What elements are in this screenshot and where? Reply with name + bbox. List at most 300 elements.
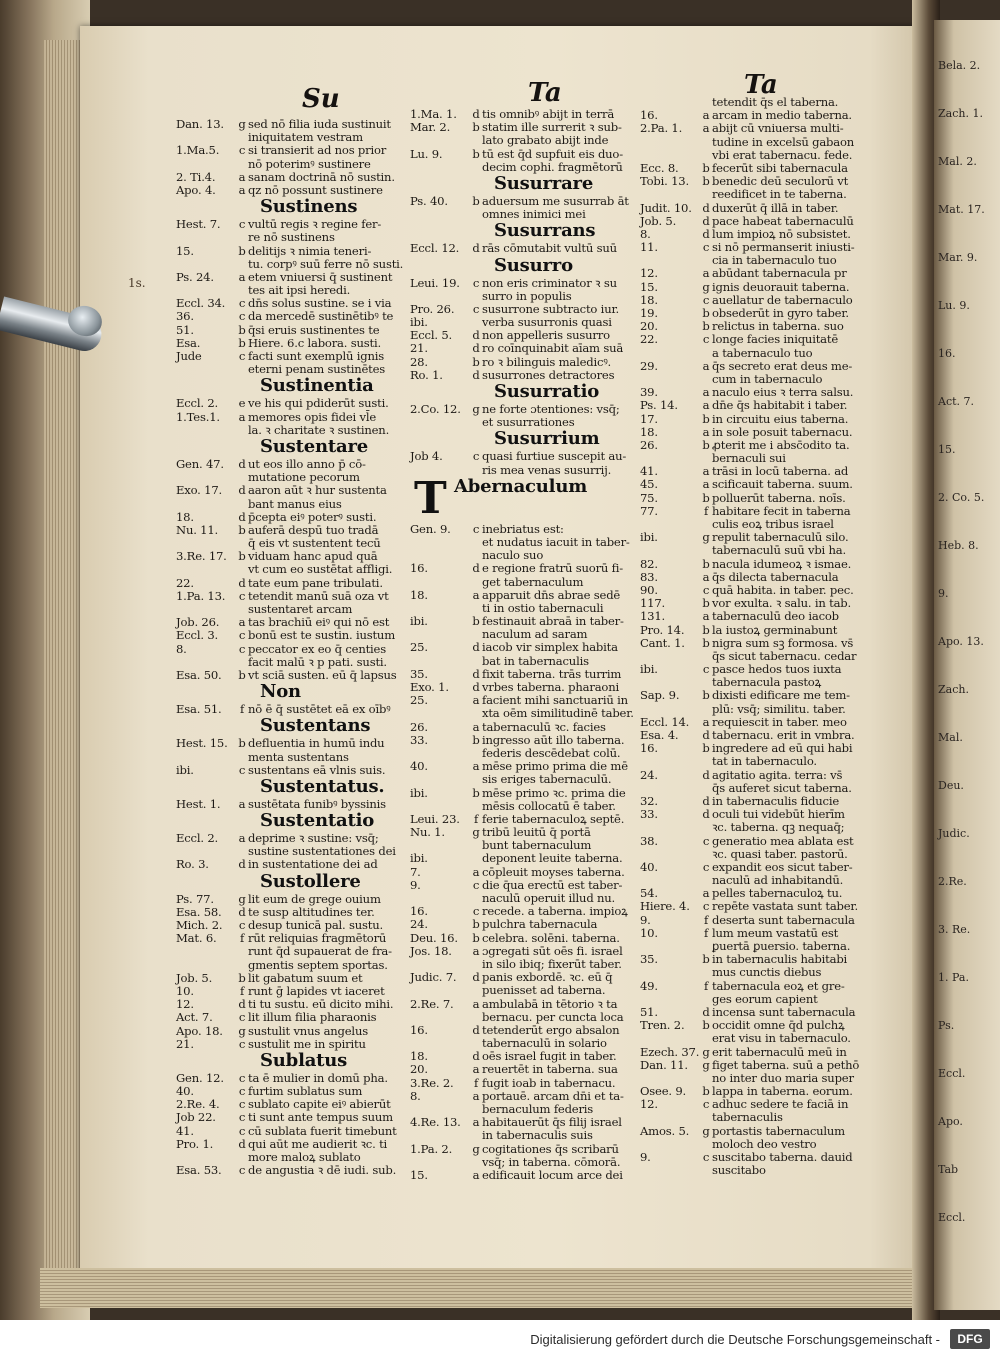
entry-text: facti sunt exemplū ignis [248, 349, 384, 363]
entry-reference: Gen. 12. [176, 1070, 224, 1085]
concordance-entry [640, 966, 890, 979]
concordance-entry [410, 356, 656, 369]
concordance-entry [176, 893, 420, 906]
entry-text: omnes inimici mei [482, 207, 586, 222]
concordance-entry [176, 945, 420, 958]
concordance-entry [640, 1032, 890, 1045]
entry-reference [410, 576, 470, 589]
entry-text: susurrone subtracto iur. [482, 301, 620, 316]
entry-text: tabernaculū suū vbi ha. [712, 543, 846, 558]
marginal-note: 1s. [128, 276, 146, 290]
entry-text: et nudatus iacuit in taber- [482, 534, 630, 549]
entry-section-letter: c [238, 296, 246, 311]
concordance-entry [640, 202, 890, 215]
entry-section-letter [470, 161, 482, 174]
entry-reference: 40. [640, 859, 658, 874]
entry-section-letter: d [472, 561, 480, 576]
entry-text: vsq̄; in taberna. cōmorā. [482, 1154, 621, 1169]
entry-text: adhuc sedere te faciā in [712, 1097, 849, 1112]
facing-page-fragment: Lu. 9. [938, 299, 970, 312]
entry-section-letter [700, 188, 712, 201]
entry-section-letter: b [472, 930, 480, 945]
concordance-entry [176, 959, 420, 972]
concordance-entry [176, 397, 420, 410]
entry-section-letter: b [238, 522, 246, 537]
entry-text: facient mihi sanctuariū in [482, 693, 628, 708]
concordance-entry [410, 655, 656, 668]
facing-page-edge [934, 20, 1000, 1310]
entry-reference: Eccl. 14. [640, 714, 690, 729]
entry-reference: 26. [640, 437, 658, 452]
entry-text: dn̄s solus sustine. se i via [248, 296, 392, 311]
entry-section-letter: a [702, 358, 710, 373]
entry-text: auellatur de tabernaculo [712, 292, 853, 307]
entry-text: pace habeat tabernaculū [712, 213, 854, 228]
entry-text: portastis tabernaculum [712, 1123, 845, 1138]
concordance-entry [176, 764, 420, 777]
concordance-entry [410, 342, 656, 355]
entry-text: tū est q̄d supfuit eis duo- [482, 146, 623, 161]
entry-text: facit malū ꝛ p pati. susti. [248, 654, 387, 669]
entry-section-letter: d [702, 213, 710, 228]
entry-reference: Osee. 9. [640, 1084, 687, 1099]
entry-text: vt cum eo sustētat affligi. [248, 562, 393, 577]
entry-reference: 20. [410, 1062, 428, 1077]
entry-reference: 51. [176, 322, 194, 337]
entry-section-letter: d [702, 793, 710, 808]
entry-reference: Ro. 3. [176, 857, 209, 872]
entry-reference: 33. [640, 807, 658, 822]
entry-reference: 8. [176, 641, 187, 656]
entry-reference: 1.Tes.1. [176, 409, 220, 424]
entry-section-letter: c [702, 240, 710, 255]
entry-text: pulchra tabernacula [482, 917, 598, 932]
entry-reference: 16. [640, 741, 658, 756]
entry-text: pasce hedos tuos iuxta [712, 662, 842, 677]
entry-section-letter [236, 363, 248, 376]
entry-text: cum in tabernaculo [712, 371, 823, 386]
concordance-entry [410, 1063, 656, 1076]
entry-section-letter: c [702, 662, 710, 677]
entry-text: longe facies iniquitatē [712, 332, 838, 347]
concordance-entry [410, 707, 656, 720]
entry-text: moloch deo vestro [712, 1136, 817, 1151]
entry-reference [640, 149, 700, 162]
entry-text: q̄s secreto erat deus me- [712, 358, 853, 373]
lemma-heading: Susurro [494, 254, 573, 276]
entry-reference: 16. [410, 1022, 428, 1037]
entry-text: generatio mea ablata est [712, 833, 854, 848]
entry-text: sanam doctrinā nō sustin. [248, 169, 395, 184]
concordance-entry [640, 149, 890, 162]
facing-page-fragment: Eccl. [938, 1067, 966, 1080]
entry-reference: 15. [176, 243, 194, 258]
entry-section-letter: c [472, 521, 480, 536]
entry-section-letter: c [238, 628, 246, 643]
concordance-entry [176, 1011, 420, 1024]
entry-section-letter [700, 149, 712, 162]
entry-reference: Hest. 15. [176, 736, 228, 751]
entry-reference: 35. [640, 952, 658, 967]
concordance-entry [176, 484, 420, 497]
concordance-entry [176, 577, 420, 590]
entry-section-letter: d [472, 328, 480, 343]
entry-reference [640, 782, 700, 795]
entry-reference: 16. [640, 108, 658, 123]
facing-page-fragment: Ps. [938, 1019, 955, 1032]
entry-section-letter: d [238, 509, 246, 524]
entry-section-letter: c [702, 899, 710, 914]
entry-text: Hiere. 6.c labora. susti. [248, 335, 381, 350]
entry-reference: 32. [640, 793, 658, 808]
entry-section-letter: a [238, 796, 246, 811]
entry-section-letter: c [472, 301, 480, 316]
entry-section-letter [470, 134, 482, 147]
entry-text: fecerūt sibi tabernacula [712, 160, 848, 175]
entry-reference: ibi. [410, 785, 428, 800]
entry-text: bunt tabernaculum [482, 838, 592, 853]
entry-reference: Eccl. 3. [176, 628, 218, 643]
entry-text: plū: vsq̄; similitu. taber. [712, 701, 846, 716]
entry-reference [410, 984, 470, 997]
entry-text: sustulit vnus angelus [248, 1023, 368, 1038]
concordance-entry [176, 171, 420, 184]
lemma-heading-initial [410, 472, 656, 524]
entry-section-letter [470, 800, 482, 813]
concordance-entry [640, 1111, 890, 1124]
entry-reference: 2. Ti.4. [176, 169, 216, 184]
entry-text: suscitabo taberna. dauid [712, 1150, 853, 1164]
entry-text: lit gabatum suum et [248, 970, 363, 985]
entry-text: statim ille surrerit ꝛ sub- [482, 120, 622, 135]
entry-text: non eris criminator ꝛ su [482, 275, 617, 290]
entry-section-letter: b [472, 732, 480, 747]
entry-reference: 18. [176, 509, 194, 524]
concordance-entry [410, 918, 656, 931]
entry-reference: ibi. [410, 315, 428, 330]
entry-text: in tabernaculis suis [482, 1128, 593, 1143]
entry-text: lato grabato abijt inde [482, 133, 609, 148]
entry-text: nō poterimꝰ sustinere [248, 156, 371, 171]
entry-reference: Job. 5. [176, 970, 213, 985]
entry-text: te susp altitudines ter. [248, 904, 375, 919]
concordance-entry [176, 1038, 420, 1051]
concordance-entry [410, 1156, 656, 1169]
entry-section-letter: a [472, 943, 480, 958]
header-left: Su [302, 84, 340, 114]
entry-section-letter [700, 544, 712, 557]
entry-section-letter [700, 347, 712, 360]
entry-reference: 28. [410, 354, 428, 369]
entry-text: vbi erat tabernacu. fede. [712, 147, 853, 162]
entry-section-letter: d [472, 341, 480, 356]
concordance-entry [410, 984, 656, 997]
entry-text: ꝛc. taberna. qꝫ nequaq̄; [712, 820, 845, 835]
entry-text: nigra sum sꝫ formosa. vs̄ [712, 635, 854, 650]
entry-reference: 39. [640, 385, 658, 400]
facing-page-fragment: Mar. 9. [938, 251, 978, 264]
entry-text: polluerūt taberna. noīs. [712, 490, 846, 505]
concordance-entry [640, 136, 890, 149]
entry-text: panis exbordē. ꝛc. eū q̄ [482, 970, 613, 985]
entry-text: lit illum filia pharaonis [248, 1010, 377, 1025]
entry-text: decim cophi. fragmētorū [482, 159, 623, 174]
concordance-entry [640, 492, 890, 505]
entry-text: rūt reliquias fragmētorū [248, 931, 387, 946]
entry-section-letter: g [238, 891, 246, 906]
entry-section-letter: d [472, 640, 480, 655]
entry-reference: ibi. [410, 851, 428, 866]
entry-text: tabernacu. erit in vmbra. [712, 728, 855, 742]
concordance-entry [410, 641, 656, 654]
entry-reference [640, 136, 700, 149]
concordance-entry [176, 231, 420, 244]
entry-text: q̄si eruis sustinentes te [248, 322, 380, 337]
concordance-entry [640, 782, 890, 795]
concordance-entry [640, 1046, 890, 1059]
entry-reference: Exo. 1. [410, 680, 449, 694]
entry-reference: 9. [410, 877, 421, 892]
entry-section-letter: a [472, 693, 480, 708]
entry-text: runt ḡ lapides vt iaceret [248, 983, 385, 998]
entry-text: deponent leuite taberna. [482, 851, 623, 866]
entry-reference: 38. [640, 833, 658, 848]
entry-section-letter: b [702, 490, 710, 505]
entry-text: tabernaculis [712, 1110, 783, 1125]
entry-text: bat in tabernaculis [482, 653, 589, 668]
concordance-entry [176, 158, 420, 171]
entry-reference: 1.Pa. 2. [410, 1141, 453, 1156]
entry-reference: 25. [410, 693, 428, 708]
entry-section-letter: b [472, 120, 480, 135]
entry-section-letter [700, 703, 712, 716]
concordance-entry [410, 773, 656, 786]
entry-section-letter: a [702, 477, 710, 492]
entry-section-letter: d [702, 1004, 710, 1019]
entry-reference [640, 544, 700, 557]
entry-section-letter: c [238, 349, 246, 363]
entry-reference: Apo. 4. [176, 182, 216, 197]
concordance-entry [410, 576, 656, 589]
entry-reference: 77. [640, 503, 658, 518]
concordance-entry [410, 721, 656, 734]
entry-reference: 33. [410, 732, 428, 747]
entry-section-letter [236, 231, 248, 244]
entry-text: dixisti edificare me tem- [712, 688, 850, 703]
lemma-heading: Susurrans [494, 220, 596, 242]
entry-reference: 24. [410, 917, 428, 932]
entry-reference: 2.Pa. 1. [640, 121, 683, 136]
concordance-entry [640, 413, 890, 426]
entry-section-letter: g [472, 402, 480, 416]
entry-text: iacob vir simplex habita [482, 640, 618, 655]
entry-text: requiescit in taber. meo [712, 714, 847, 729]
entry-text: trāsi in locū taberna. ad [712, 464, 849, 479]
entry-reference: 26. [410, 719, 428, 734]
concordance-entry [176, 563, 420, 576]
entry-reference: Ps. 77. [176, 891, 214, 906]
entry-reference: Mar. 2. [410, 120, 451, 135]
entry-section-letter: d [472, 241, 480, 256]
concordance-entry [410, 589, 656, 602]
entry-text: etem vniuersi q̄ sustinent [248, 269, 393, 284]
entry-section-letter: b [702, 596, 710, 611]
entry-text: ignis deuorauit taberna. [712, 279, 850, 294]
facing-page-fragment: Deu. [938, 779, 964, 792]
entry-reference: ibi. [410, 614, 428, 629]
entry-reference: 75. [640, 490, 658, 505]
entry-reference: Deu. 16. [410, 930, 458, 945]
entry-text: cōpleuit moyses taberna. [482, 864, 625, 879]
entry-text: repēte vastata sunt taber. [712, 899, 858, 914]
entry-reference: Sap. 9. [640, 688, 680, 703]
facing-page-fragment: Act. 7. [938, 395, 975, 408]
entry-section-letter: c [238, 143, 246, 158]
entry-text: sustulit me in spiritu [248, 1036, 366, 1051]
entry-section-letter: c [238, 1163, 246, 1178]
entry-text: tetendit manū suā oza vt [248, 588, 389, 603]
entry-text: mēse primo prima die mē [482, 759, 628, 774]
entry-text: naculo eius ꝛ terra salsu. [712, 385, 854, 400]
entry-section-letter [700, 821, 712, 834]
entry-reference [640, 1032, 700, 1045]
entry-text: repulit tabernaculū silo. [712, 530, 849, 545]
entry-section-letter: d [238, 904, 246, 919]
entry-text: dn̄e q̄s habitabit i taber. [712, 398, 848, 413]
entry-section-letter [236, 258, 248, 271]
entry-section-letter [470, 707, 482, 720]
column-right [640, 96, 890, 1177]
entry-reference [176, 498, 236, 511]
entry-text: rās cōmutabit vultū suū [482, 241, 617, 256]
entry-section-letter: c [702, 582, 710, 597]
entry-reference: 2.Re. 7. [410, 996, 454, 1011]
facing-page-fragment: 9. [938, 587, 949, 600]
entry-reference [176, 158, 236, 171]
entry-section-letter: g [238, 117, 246, 131]
entry-reference: Judic. 7. [410, 970, 457, 985]
entry-reference: 16. [410, 561, 428, 576]
entry-section-letter: g [238, 1023, 246, 1038]
entry-reference [410, 1156, 470, 1169]
dfg-logo: DFG [950, 1329, 990, 1349]
entry-section-letter [470, 536, 482, 549]
concordance-entry [410, 734, 656, 747]
concordance-entry [640, 610, 890, 623]
entry-reference: 117. [640, 596, 666, 611]
facing-page-fragment: 1. Pa. [938, 971, 969, 984]
lemma-heading: Sustentatus. [260, 775, 385, 797]
entry-text: sis eriges tabernaculū. [482, 772, 612, 787]
entry-reference: Mat. 6. [176, 931, 217, 946]
entry-section-letter [470, 576, 482, 589]
entry-section-letter: c [238, 1010, 246, 1025]
entry-reference: 1.Pa. 13. [176, 588, 226, 603]
entry-section-letter: b [238, 335, 246, 350]
concordance-entry [640, 900, 890, 913]
entry-section-letter: a [702, 886, 710, 901]
entry-text: benedic deū seculorū vt [712, 174, 849, 189]
concordance-entry [176, 411, 420, 424]
entry-section-letter: a [238, 169, 246, 184]
entry-text: aduersum me susurrab āt [482, 193, 629, 208]
concordance-entry [640, 703, 890, 716]
entry-section-letter: a [702, 121, 710, 136]
facing-page-fragment: 15. [938, 443, 956, 456]
entry-section-letter: a [702, 424, 710, 439]
entry-reference: Ro. 1. [410, 367, 443, 382]
entry-text: sustentans eā vlnis suis. [248, 762, 386, 777]
entry-text: naculū ad inhabitandū. [712, 873, 844, 888]
entry-reference: Esa. 53. [176, 1163, 222, 1178]
entry-text: more maloꝝ sublato [248, 1150, 361, 1164]
concordance-entry [640, 215, 890, 228]
lemma-heading: Susurrium [494, 428, 600, 450]
entry-reference [640, 1164, 700, 1177]
concordance-entry [410, 450, 656, 463]
concordance-entry [410, 1169, 656, 1182]
entry-text: edificauit locum arce dei [482, 1167, 623, 1182]
entry-section-letter [236, 945, 248, 958]
entry-section-letter: c [702, 833, 710, 848]
entry-reference: Job 22. [176, 1110, 216, 1125]
entry-text: ingresso aūt illo taberna. [482, 732, 625, 747]
entry-text: oculi tui videbūt hierīm [712, 807, 845, 822]
concordance-entry [640, 993, 890, 1006]
entry-text: vrbes taberna. pharaoni [482, 680, 619, 694]
entry-reference: Lu. 9. [410, 146, 443, 161]
facing-page-fragment: 16. [938, 347, 956, 360]
entry-section-letter: b [472, 146, 480, 161]
entry-text: puenisset ad taberna. [482, 983, 606, 998]
lemma-heading: Sustinens [260, 196, 358, 218]
entry-text: vultū regis ꝛ regine fer- [248, 217, 382, 232]
entry-section-letter [470, 208, 482, 221]
concordance-entry [176, 972, 420, 985]
entry-text: et susurrationes [482, 415, 575, 430]
entry-section-letter: b [238, 322, 246, 337]
entry-reference: 41. [640, 464, 658, 479]
entry-text: relictus in taberna. suo [712, 319, 844, 334]
entry-reference [410, 134, 470, 147]
entry-reference [640, 848, 700, 861]
entry-text: tes ait ipsi heredi. [248, 283, 351, 298]
entry-reference: Apo. 18. [176, 1023, 223, 1038]
entry-text: qui aūt me audierit ꝛc. ti [248, 1136, 388, 1151]
entry-section-letter: b [702, 1018, 710, 1033]
concordance-entry [410, 1129, 656, 1142]
entry-reference: Nu. 1. [410, 825, 445, 840]
entry-reference: Eccl. 5. [410, 328, 452, 343]
entry-reference: 3.Re. 2. [410, 1075, 454, 1090]
entry-text: ferie tabernaculoꝝ septē. [482, 811, 625, 826]
entry-reference: Gen. 47. [176, 456, 224, 471]
facing-page-fragment: Zach. [938, 683, 969, 696]
entry-section-letter: b [702, 688, 710, 703]
entry-section-letter: a [702, 609, 710, 624]
entry-text: iniquitatem vestram [248, 130, 363, 145]
facing-page-fragment: Zach. 1. [938, 107, 983, 120]
concordance-entry [410, 161, 656, 174]
entry-reference [410, 290, 470, 303]
entry-text: tate eum pane tribulati. [248, 575, 383, 590]
concordance-entry [410, 866, 656, 879]
entry-text: ꝓterit me i absc̄odito ta. [712, 437, 850, 452]
entry-text: memores opis fidei vl̄e [248, 409, 377, 424]
facing-page-fragment: Heb. 8. [938, 539, 979, 552]
entry-reference: 82. [640, 556, 658, 571]
entry-reference: 18. [410, 1049, 428, 1064]
